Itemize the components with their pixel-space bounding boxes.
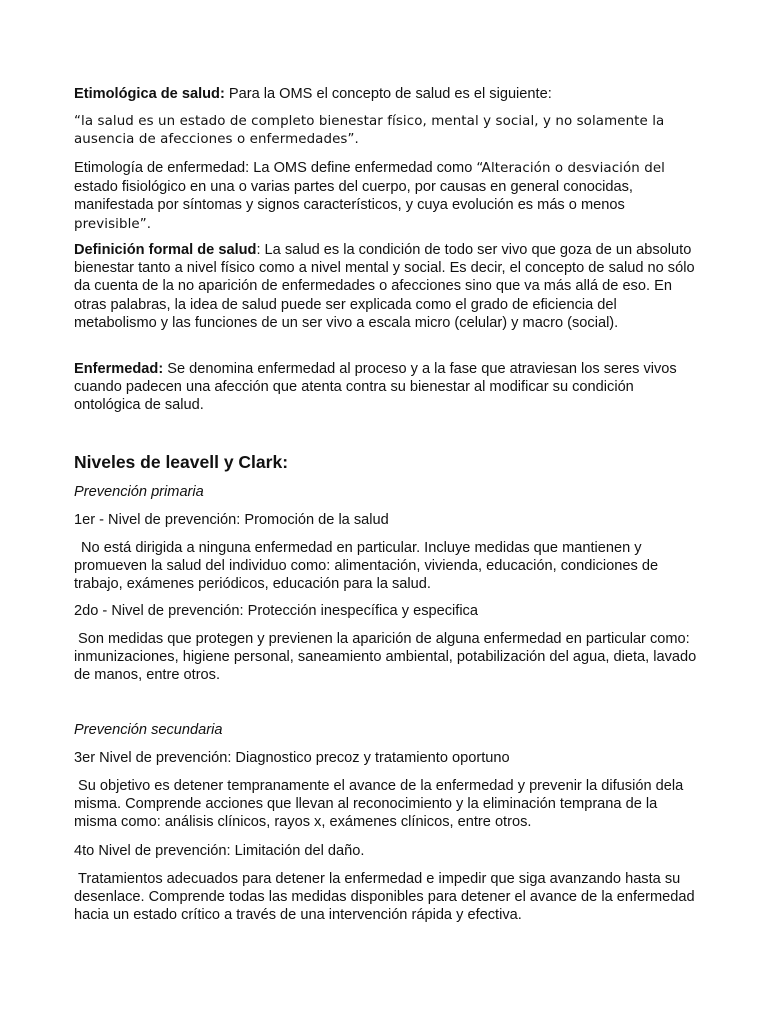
nivel2-text: Son medidas que protegen y previenen la aparición de alguna enfermedad en particular como: inmunizaciones, higiene personal, saneamiento ambiental, potabilización del agua, dieta, lavado de manos, entre otros. [74,631,697,684]
etimologia-enfermedad-text: Etimología de enfermedad: La OMS define enfermedad como [74,160,477,176]
nivel3-text: Su objetivo es detener tempranamente el avance de la enfermedad y prevenir la difusión dela misma. Comprende acciones que llevan al reconocimiento y la eliminación temprana de la misma como: análisis clínicos, rayos x, exámenes clínicos, entre otros. [74,778,684,831]
enfermedad-text: Se denomina enfermedad al proceso y a la fase que atraviesan los seres vivos cuando padecen una afección que atenta contra su bienestar al modificar su condición ontológica de salud. [74,361,677,414]
enfermedad-paragraph [74,360,698,415]
niveles-heading: Niveles de leavell y Clark: [74,452,289,472]
prevencion-primaria-subheading: Prevención primaria [74,484,204,500]
nivel4-text: Tratamientos adecuados para detener la enfermedad e impedir que siga avanzando hasta su desenlace. Comprende todas las medidas disponibles para detener el avance de la enfermedad hacia un estado crítico a través de una intervención rápida y efectiva. [74,871,695,924]
nivel3-title: 3er Nivel de prevención: Diagnostico precoz y tratamiento oportuno [74,750,510,766]
etimologia-salud-label: Etimológica de salud: [74,86,225,102]
etimologia-enfermedad-continuation: estado fisiológico en una o varias partes del cuerpo, por causas en general conocidas, manifestada por síntomas y signos característicos, y cuya evolución es más o menos [74,179,633,214]
enfermedad-label: Enfermedad: [74,361,164,377]
prevencion-secundaria-subheading: Prevención secundaria [74,722,223,738]
enfermedad-quote-end: previsible”. [74,216,152,232]
nivel1-title: 1er - Nivel de prevención: Promoción de la salud [74,512,389,528]
etimologia-salud-text: Para la OMS el concepto de salud es el siguiente: [224,86,552,102]
nivel4-title: 4to Nivel de prevención: Limitación del daño. [74,843,365,859]
etimologia-enfermedad-paragraph [74,159,698,234]
enfermedad-quote-start: “Alteración o desviación del [476,161,665,176]
etimologia-salud-paragraph [74,85,698,103]
definicion-formal-label: Definición formal de salud [74,242,257,258]
oms-quote: “la salud es un estado de completo bienestar físico, mental y social, y no solamente la ausencia de afecciones o enfermedades”. [74,114,665,148]
definicion-formal-paragraph [74,241,698,332]
definicion-formal-text: : La salud es la condición de todo ser vivo que goza de un absoluto bienestar tanto a nivel físico como a nivel mental y social. Es decir, el concepto de salud no sólo da cuenta de la no aparición de enfermedades o afecciones sino que va más allá de eso. En otras palabras, la idea de salud puede ser explicada como el grado de eficiencia del metabolismo y las funciones de un ser vivo a escala micro (celular) y macro (social). [74,242,695,331]
nivel2-title: 2do - Nivel de prevención: Protección inespecífica y especifica [74,603,478,619]
nivel1-text: No está dirigida a ninguna enfermedad en particular. Incluye medidas que mantienen y promueven la salud del individuo como: alimentación, vivienda, educación, condiciones de trabajo, exámenes periódicos, educación para la salud. [74,540,659,593]
